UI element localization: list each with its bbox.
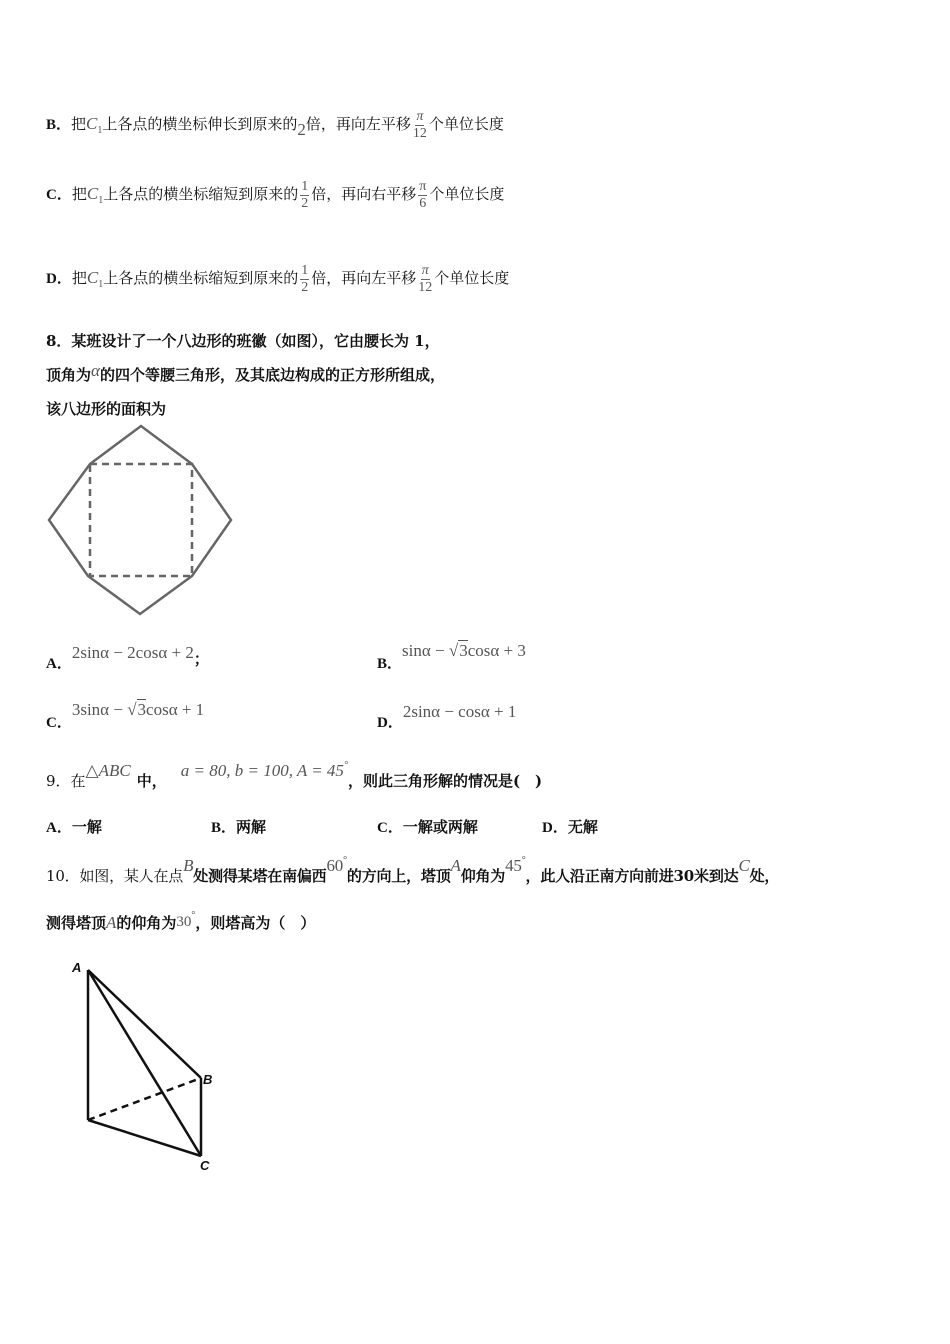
- q7-option-d: [46, 248, 509, 315]
- triangle-abc: △ABC: [85, 761, 131, 780]
- factor-fraction: $\frac{1}{2}$: [301, 178, 309, 211]
- q8-option-c: [46, 699, 205, 731]
- label-a: A: [72, 960, 82, 975]
- option-text: 上各点的横坐标缩短到原来的: [103, 269, 299, 287]
- curve-c1: $C_1$: [86, 114, 103, 136]
- q9-option-b: B．两解: [211, 818, 267, 836]
- q7-option-b: [46, 106, 504, 149]
- line-base-b-dashed: [88, 1078, 201, 1120]
- point-a: A: [106, 913, 117, 932]
- option-text: 倍，再向右平移: [311, 185, 417, 203]
- q8-stem-line1: 8．某班设计了一个八边形的班徽（如图），它由腰长为 1，: [46, 332, 440, 350]
- factor: 2: [297, 120, 306, 139]
- curve-c1: $C_1$: [86, 268, 104, 290]
- line-base-c: [88, 1120, 201, 1156]
- option-label: C．: [46, 187, 72, 203]
- shift-fraction: $\frac{\pi}{12}$: [412, 108, 427, 141]
- option-text: 倍，再向左平移: [305, 115, 411, 133]
- q8-stem-line2: 顶角为α的四个等腰三角形，及其底边构成的正方形所组成，: [46, 361, 445, 384]
- shift-fraction: $\frac{\pi}{6}$: [419, 178, 427, 211]
- option-expression: 2sinα − 2cosα + 2: [71, 643, 194, 662]
- option-text: 个单位长度: [428, 115, 504, 133]
- point-b: B: [183, 856, 194, 875]
- q10-stem-line2: 测得塔顶A的仰角为30°，则塔高为（ ）: [46, 910, 316, 932]
- q8-option-d: [377, 701, 517, 731]
- label-b: B: [203, 1072, 213, 1087]
- q9-stem: 9．在△ABC中，a = 80, b = 100, A = 45°，则此三角形解的情况是( ): [46, 760, 543, 790]
- option-text: 把: [71, 269, 87, 287]
- label-c: C: [200, 1158, 210, 1173]
- factor-fraction: $\frac{1}{2}$: [301, 262, 309, 295]
- octagon-figure: [44, 424, 236, 618]
- option-expression: sinα − √3cosα + 3: [402, 641, 526, 660]
- q10-stem-line1: 10．如图，某人在点B处测得某塔在南偏西60°的方向上，塔顶A仰角为45°，此人沿正南方向前进30米到达C处，: [46, 855, 780, 885]
- option-label: A．: [46, 656, 72, 672]
- condition: a = 80, b = 100, A = 45°: [180, 760, 348, 780]
- option-text: 把: [71, 185, 87, 203]
- shift-fraction: $\frac{\pi}{12}$: [418, 262, 433, 295]
- option-text: 倍，再向左平移: [311, 269, 417, 287]
- q8-stem-line3: 该八边形的面积为: [46, 400, 167, 418]
- angle-45: 45°: [505, 855, 526, 875]
- option-label: D．: [46, 271, 72, 287]
- option-label: C．: [46, 715, 72, 731]
- q8-option-b: [377, 640, 526, 672]
- tower-figure: [66, 958, 226, 1174]
- q9-option-c: C．一解或两解: [377, 818, 478, 836]
- option-label: B．: [377, 656, 403, 672]
- q9-option-a: A．一解: [46, 818, 102, 836]
- q7-option-c: [46, 164, 504, 231]
- option-text: 上各点的横坐标缩短到原来的: [103, 185, 299, 203]
- curve-c1: $C_1$: [86, 184, 104, 206]
- option-text: 把: [71, 115, 87, 133]
- option-text: 上各点的横坐标伸长到原来的: [102, 115, 298, 133]
- option-text: 个单位长度: [429, 185, 505, 203]
- option-expression: 2sinα − cosα + 1: [402, 702, 517, 721]
- point-c: C: [738, 856, 750, 875]
- option-text: 个单位长度: [434, 269, 510, 287]
- option-label: B．: [46, 117, 72, 133]
- octagon-outline: [49, 426, 231, 614]
- q9-option-d: D．无解: [542, 818, 598, 836]
- q8-option-a: A．2sinα − 2cosα + 2；: [46, 643, 209, 672]
- alpha-symbol: α: [91, 361, 100, 380]
- angle-30: 30°: [176, 910, 196, 930]
- point-a: A: [450, 856, 461, 875]
- option-expression: 3sinα − √3cosα + 1: [71, 700, 205, 719]
- angle-60: 60°: [326, 855, 347, 875]
- option-label: D．: [377, 715, 403, 731]
- inner-square-dashed: [90, 464, 192, 576]
